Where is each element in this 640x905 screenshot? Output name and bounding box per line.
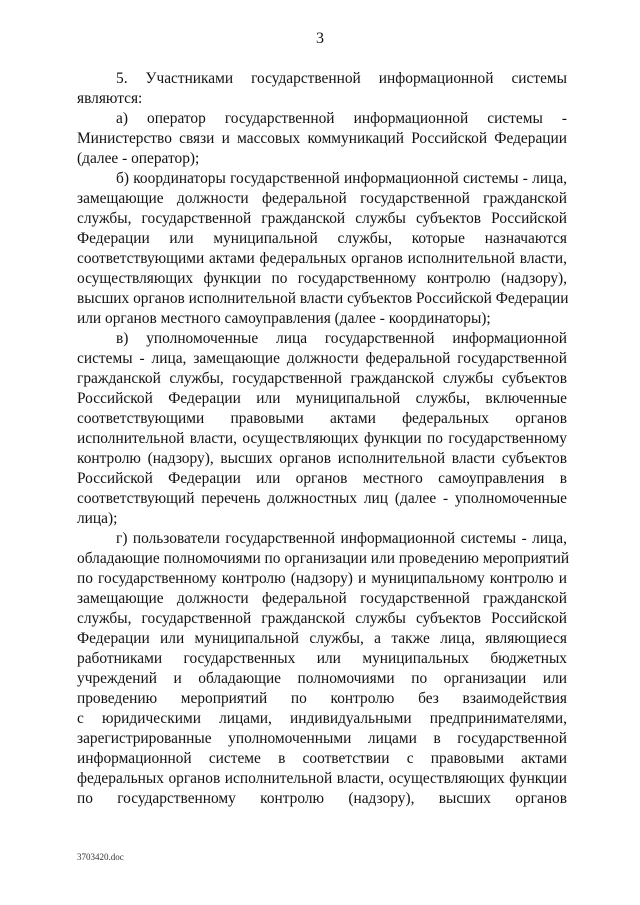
text-line: (далее - оператор); xyxy=(77,150,200,167)
text-line: по государственному контролю (надзору), высших органов xyxy=(77,790,567,807)
text-line: замещающие должности федеральной государственной гражданской xyxy=(77,590,567,607)
text-line: с юридическими лицами, индивидуальными предпринимателями, xyxy=(77,710,567,727)
text-line: являются: xyxy=(77,90,143,107)
text-line: Федерации или муниципальной службы, а также лица, являющиеся xyxy=(77,630,567,647)
text-line: обладающие полномочиями по организации или проведению мероприятий xyxy=(77,550,570,567)
text-line: г) пользователи государственной информационной системы - лица, xyxy=(116,530,567,547)
text-line: работниками государственных или муниципальных бюджетных xyxy=(77,650,567,667)
text-line: проведению мероприятий по контролю без взаимодействия xyxy=(77,690,567,707)
page-number: 3 xyxy=(316,30,324,47)
text-line: соответствующий перечень должностных лиц (далее - уполномоченные xyxy=(77,490,567,507)
text-line: системы - лица, замещающие должности федеральной государственной xyxy=(77,350,567,367)
text-line: соответствующими правовыми актами федеральных органов xyxy=(77,410,567,427)
text-line: контролю (надзору), высших органов исполнительной власти субъектов xyxy=(77,450,567,467)
text-line: в) уполномоченные лица государственной информационной xyxy=(116,330,567,347)
paragraph-item-g xyxy=(77,529,570,809)
text-line: информационной системе в соответствии с правовыми актами xyxy=(77,750,567,767)
text-line: учреждений и обладающие полномочиями по организации или xyxy=(77,670,567,687)
text-line: а) оператор государственной информационной системы - xyxy=(116,110,567,127)
text-line: исполнительной власти, осуществляющих функции по государственному xyxy=(77,430,567,447)
text-line: высших органов исполнительной власти субъектов Российской Федерации xyxy=(77,290,569,307)
document-filename: 3703420.doc xyxy=(77,852,124,862)
text-line: службы, государственной гражданской службы субъектов Российской xyxy=(77,610,567,627)
text-line: по государственному контролю (надзору) и муниципальному контролю и xyxy=(77,570,567,587)
text-line: федеральных органов исполнительной власти, осуществляющих функции xyxy=(77,770,567,787)
text-line: гражданской службы, государственной гражданской службы субъектов xyxy=(77,370,567,387)
text-line: Российской Федерации или муниципальной службы, включенные xyxy=(77,390,567,407)
text-line: 5. Участниками государственной информационной системы xyxy=(116,70,567,87)
text-line: зарегистрированные уполномоченными лицами в государственной xyxy=(77,730,567,747)
text-line: осуществляющих функции по государственному контролю (надзору), xyxy=(77,270,567,287)
paragraph-item-a xyxy=(77,109,567,169)
text-line: или органов местного самоуправления (далее - координаторы); xyxy=(77,310,491,327)
document-body xyxy=(77,69,570,809)
text-line: б) координаторы государственной информационной системы - лица, xyxy=(116,170,567,187)
text-line: лица); xyxy=(77,510,118,527)
text-line: замещающие должности федеральной государственной гражданской xyxy=(77,190,567,207)
paragraph-item-b xyxy=(77,169,567,329)
text-line: службы, государственной гражданской службы субъектов Российской xyxy=(77,210,567,227)
text-line: соответствующими актами федеральных органов исполнительной власти, xyxy=(77,250,567,267)
paragraph-item-5 xyxy=(77,69,567,109)
text-line: Министерство связи и массовых коммуникаций Российской Федерации xyxy=(77,130,567,147)
paragraph-item-v xyxy=(77,329,567,529)
text-line: Федерации или муниципальной службы, которые назначаются xyxy=(77,230,567,247)
text-line: Российской Федерации или органов местного самоуправления в xyxy=(77,470,567,487)
